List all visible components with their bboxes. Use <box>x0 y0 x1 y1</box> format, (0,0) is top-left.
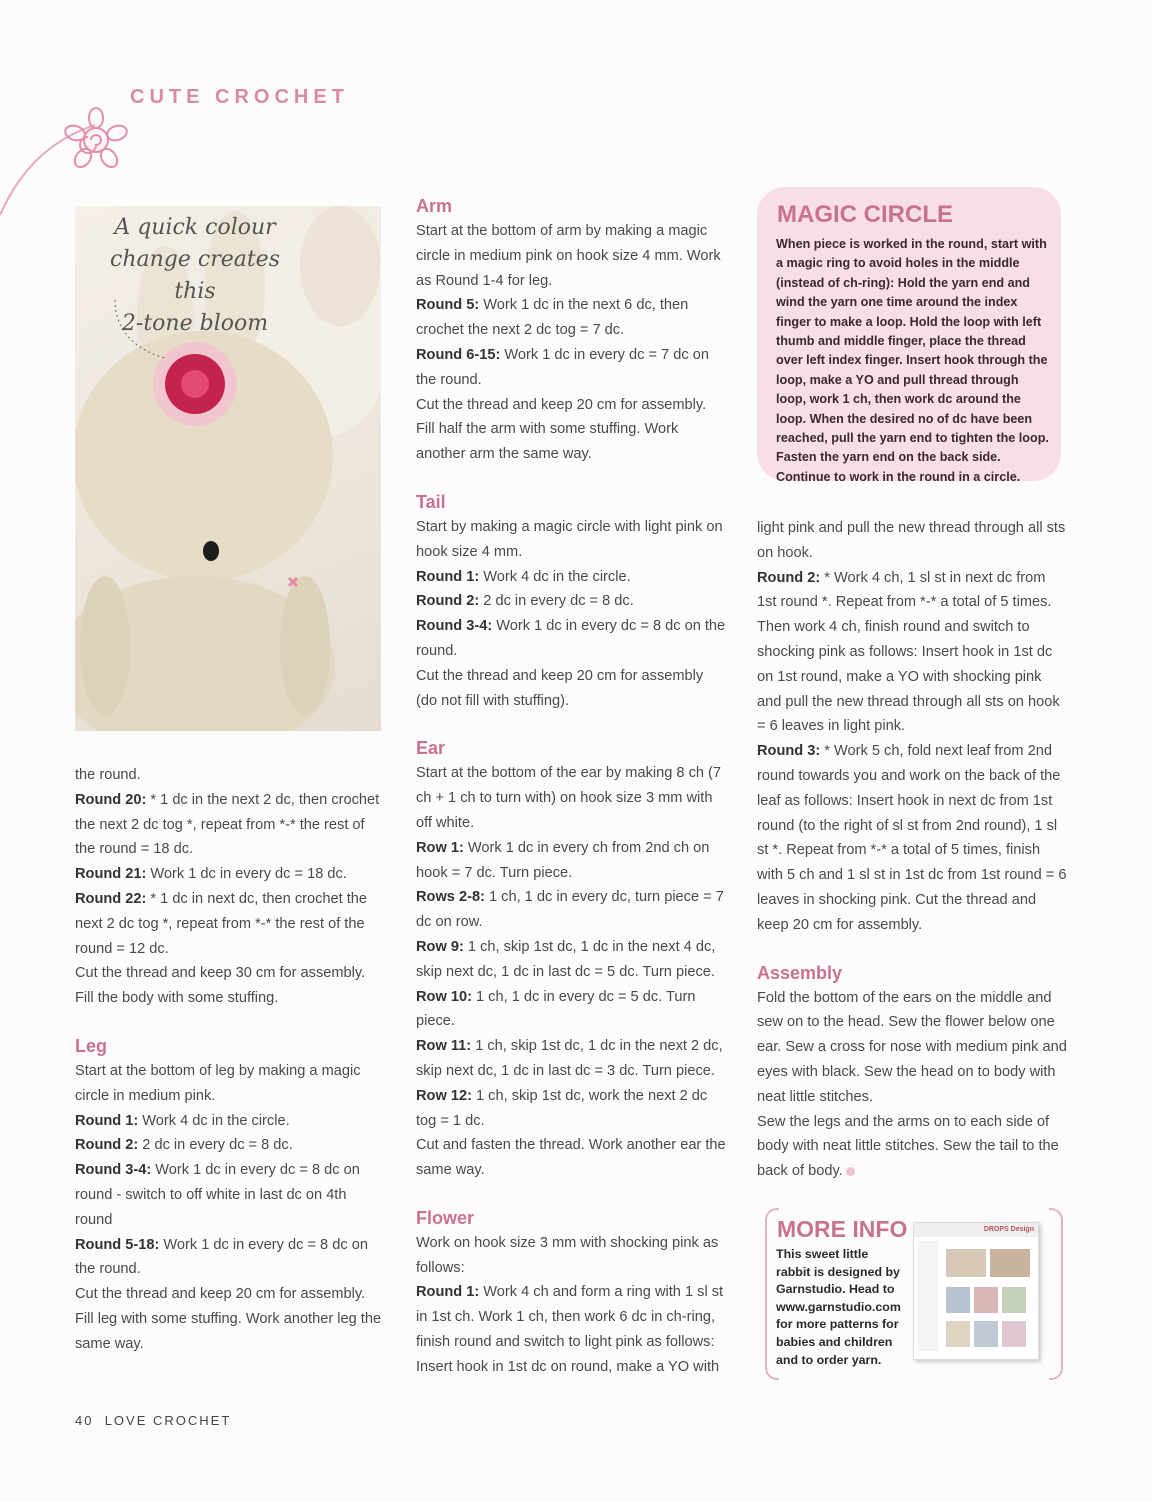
instruction-label: Round 3: <box>757 743 821 760</box>
instruction-paragraph <box>757 986 1067 1110</box>
caption-line: change creates this <box>110 247 280 304</box>
instruction-text: Work 1 dc in the next 6 dc, then crochet the next 2 dc tog = 7 dc. <box>416 297 689 339</box>
instruction-paragraph <box>757 516 1067 566</box>
instruction-text: Work 1 dc in every dc = 7 dc on the round. <box>416 346 709 388</box>
instruction-paragraph <box>75 788 385 862</box>
caption-line: A quick colour <box>114 215 276 240</box>
photo-caption <box>90 212 300 340</box>
instruction-label: Round 2: <box>75 1137 139 1154</box>
assembly-heading: Assembly <box>757 962 843 983</box>
magic-circle-title: MAGIC CIRCLE <box>777 201 953 228</box>
instruction-text: Cut the thread and keep 20 cm for assembly. Fill half the arm with some stuffing. Work another arm the same way. <box>416 396 707 463</box>
instruction-text: 1 ch, skip 1st dc, 1 dc in the next 4 dc, skip next dc, 1 dc in last dc = 5 dc. Turn piece. <box>416 938 716 980</box>
instruction-label: Round 1: <box>75 1112 139 1129</box>
instruction-paragraph <box>416 664 726 714</box>
instruction-paragraph <box>757 739 1067 937</box>
instruction-paragraph <box>75 763 385 788</box>
instruction-paragraph <box>416 836 726 886</box>
instruction-label: Round 20: <box>75 791 147 808</box>
instruction-paragraph <box>416 885 726 935</box>
ear-heading: Ear <box>416 738 446 759</box>
section-title: CUTE CROCHET <box>130 86 349 108</box>
more-info-title: MORE INFO <box>777 1216 908 1242</box>
instruction-text: the round. <box>75 767 141 783</box>
instruction-text: Cut and fasten the thread. Work another ear the same way. <box>416 1137 726 1179</box>
instruction-paragraph <box>416 761 726 835</box>
site-logo: DROPS Design <box>914 1223 1038 1237</box>
instruction-text: Start at the bottom of leg by making a magic circle in medium pink. <box>75 1062 361 1104</box>
more-info-box <box>765 1208 1063 1376</box>
instruction-paragraph <box>416 219 726 293</box>
instruction-text: * 1 dc in next dc, then crochet the next 2 dc tog *, repeat from *-* the rest of the round = 12 dc. <box>75 890 368 957</box>
instruction-paragraph <box>75 1233 385 1283</box>
instruction-paragraph <box>416 1084 726 1134</box>
column-2 <box>416 193 726 1380</box>
instruction-text: Start at the bottom of arm by making a magic circle in medium pink on hook size 4 mm. Work as Round 1-4 for leg. <box>416 223 721 289</box>
instruction-text: * Work 4 ch, 1 sl st in next dc from 1st round *. Repeat from *-* a total of 5 times. Then work 4 ch, finish round and switch to shocking pink as follows: Insert hook in 1st dc on 1st round, make a YO with shocking pink and pull the new thread through all sts on hook = 6 leaves in light pink. <box>757 569 1060 735</box>
instruction-label: Round 1: <box>416 568 480 585</box>
website-thumbnail <box>914 1237 1038 1359</box>
instruction-label: Round 5-18: <box>75 1236 160 1253</box>
instruction-paragraph <box>416 589 726 614</box>
instruction-text: Work 4 dc in the circle. <box>479 568 631 585</box>
instruction-label: Round 1: <box>416 1284 480 1301</box>
instruction-text: Sew the legs and the arms on to each side of body with neat little stitches. Sew the tail to the back of body. <box>757 1113 1059 1180</box>
instruction-text: Start at the bottom of the ear by making 8 ch (7 ch + 1 ch to turn with) on hook size 3 mm with off white. <box>416 765 722 831</box>
instruction-paragraph <box>757 566 1067 740</box>
instruction-paragraph <box>416 1231 726 1281</box>
instruction-label: Row 11: <box>416 1038 472 1055</box>
instruction-paragraph <box>416 565 726 590</box>
instruction-paragraph <box>75 1059 385 1109</box>
instruction-label: Round 3-4: <box>416 618 493 635</box>
instruction-paragraph <box>75 887 385 961</box>
bracket-right <box>1049 1208 1063 1380</box>
instruction-text: Work 4 ch and form a ring with 1 sl st in 1st ch. Work 1 ch, then work 6 dc in ch-ring, finish round and switch to light pink as follows: Insert hook in 1st dc on round, make a YO with <box>416 1284 724 1375</box>
instruction-label: Round 5: <box>416 297 480 314</box>
instruction-paragraph <box>75 1282 385 1356</box>
instruction-paragraph <box>416 614 726 664</box>
instruction-text: * 1 dc in the next 2 dc, then crochet the next 2 dc tog *, repeat from *-* the rest of the round = 18 dc. <box>75 791 380 858</box>
instruction-paragraph <box>416 985 726 1035</box>
instruction-text: Fold the bottom of the ears on the middle and sew on to the head. Sew the flower below one ear. Sew a cross for nose with medium pink and eyes with black. Sew the head on to body with neat little stitches. <box>757 989 1067 1105</box>
tail-heading: Tail <box>416 491 446 512</box>
instruction-paragraph <box>416 293 726 343</box>
instruction-label: Rows 2-8: <box>416 889 485 906</box>
instruction-paragraph <box>75 1158 385 1232</box>
flower-heading: Flower <box>416 1207 475 1228</box>
website-screenshot <box>913 1222 1039 1360</box>
instruction-text: Cut the thread and keep 20 cm for assembly (do not fill with stuffing). <box>416 667 704 709</box>
instruction-paragraph <box>75 862 385 887</box>
instruction-paragraph <box>416 343 726 393</box>
instruction-text: 1 ch, 1 dc in every dc, turn piece = 7 dc on row. <box>416 889 724 931</box>
instruction-text: Work on hook size 3 mm with shocking pink as follows: <box>416 1234 719 1276</box>
instruction-text: light pink and pull the new thread through all sts on hook. <box>757 520 1066 561</box>
instruction-label: Round 21: <box>75 866 147 883</box>
instruction-text: 1 ch, skip 1st dc, work the next 2 dc tog = 1 dc. <box>416 1087 708 1129</box>
magazine-name: LOVE CROCHET <box>104 1413 232 1428</box>
more-info-text: This sweet little rabbit is designed by Garnstudio. Head to www.garnstudio.com for more patterns for babies and children and to order yarn. <box>776 1247 901 1367</box>
instruction-text: Work 1 dc in every ch from 2nd ch on hook = 7 dc. Turn piece. <box>416 839 710 881</box>
instruction-paragraph <box>416 1280 726 1379</box>
instruction-label: Round 2: <box>757 569 821 586</box>
instruction-text: Work 1 dc in every dc = 8 dc on the round. <box>416 618 726 659</box>
column-1 <box>75 763 385 1357</box>
instruction-label: Round 2: <box>416 593 480 610</box>
instruction-text: Start by making a magic circle with light pink on hook size 4 mm. <box>416 518 723 560</box>
instruction-text: Cut the thread and keep 30 cm for assembly. Fill the body with some stuffing. <box>75 965 366 1007</box>
page-footer <box>75 1413 231 1428</box>
instruction-paragraph <box>416 1034 726 1084</box>
caption-line: 2-tone bloom <box>121 311 269 336</box>
instruction-text: 1 ch, 1 dc in every dc = 5 dc. Turn piece. <box>416 988 696 1030</box>
instruction-text: Work 1 dc in every dc = 18 dc. <box>146 866 347 883</box>
arm-heading: Arm <box>416 196 453 216</box>
magic-circle-text: When piece is worked in the round, start with a magic ring to avoid holes in the middle (instead of ch-ring): Hold the yarn end and wind the yarn one time around the index finger to make a loop. Hold the loop with left thumb and middle finger, place the thread over left index finger. Insert hook through the loop, make a YO and pull thread through loop, work 1 ch, then work dc around the loop. When the desired no of dc have been reached, pull the yarn end to tighten the loop. Fasten the yarn end on the back side. Continue to work in the round in a circle. <box>776 237 1049 484</box>
instruction-paragraph <box>416 515 726 565</box>
instruction-text: Work 4 dc in the circle. <box>138 1112 290 1129</box>
instruction-text: Work 1 dc in every dc = 8 dc on the round. <box>75 1236 368 1278</box>
instruction-text: Cut the thread and keep 20 cm for assembly. Fill leg with some stuffing. Work another leg the same way. <box>75 1286 382 1352</box>
instruction-text: Work 1 dc in every dc = 8 dc on round - switch to off white in last dc on 4th round <box>75 1162 360 1228</box>
magic-circle-box <box>757 187 1061 484</box>
instruction-text: 1 ch, skip 1st dc, 1 dc in the next 2 dc, skip next dc, 1 dc in last dc = 3 dc. Turn piece. <box>416 1038 723 1079</box>
instruction-paragraph <box>416 393 726 467</box>
instruction-label: Row 9: <box>416 938 464 955</box>
instruction-label: Row 12: <box>416 1087 472 1104</box>
instruction-text: * Work 5 ch, fold next leaf from 2nd round towards you and work on the back of the leaf as follows: Insert hook in next dc from 1st round (to the right of sl st from 2nd round), 1 sl st *. Repeat from *-* a total of 5 times, finish with 5 ch and 1 sl st in 1st dc from 1st round = 6 leaves in shocking pink. Cut the thread and keep 20 cm for assembly. <box>757 743 1067 933</box>
instruction-paragraph <box>416 1133 726 1183</box>
instruction-label: Round 22: <box>75 890 147 907</box>
instruction-text: 2 dc in every dc = 8 dc. <box>479 593 634 610</box>
instruction-label: Round 6-15: <box>416 346 501 363</box>
instruction-paragraph <box>75 1133 385 1158</box>
flower-logo-icon <box>0 50 130 220</box>
column-3 <box>757 516 1067 1184</box>
instruction-paragraph <box>757 1110 1067 1184</box>
instruction-paragraph <box>75 961 385 1011</box>
instruction-label: Row 10: <box>416 988 472 1005</box>
instruction-text: 2 dc in every dc = 8 dc. <box>138 1137 293 1154</box>
instruction-paragraph <box>75 1109 385 1134</box>
end-marker-icon <box>846 1167 855 1176</box>
instruction-label: Round 3-4: <box>75 1162 152 1179</box>
instruction-paragraph <box>416 935 726 985</box>
page-number: 40 <box>75 1413 94 1428</box>
instruction-label: Row 1: <box>416 839 464 856</box>
leg-heading: Leg <box>75 1035 108 1056</box>
